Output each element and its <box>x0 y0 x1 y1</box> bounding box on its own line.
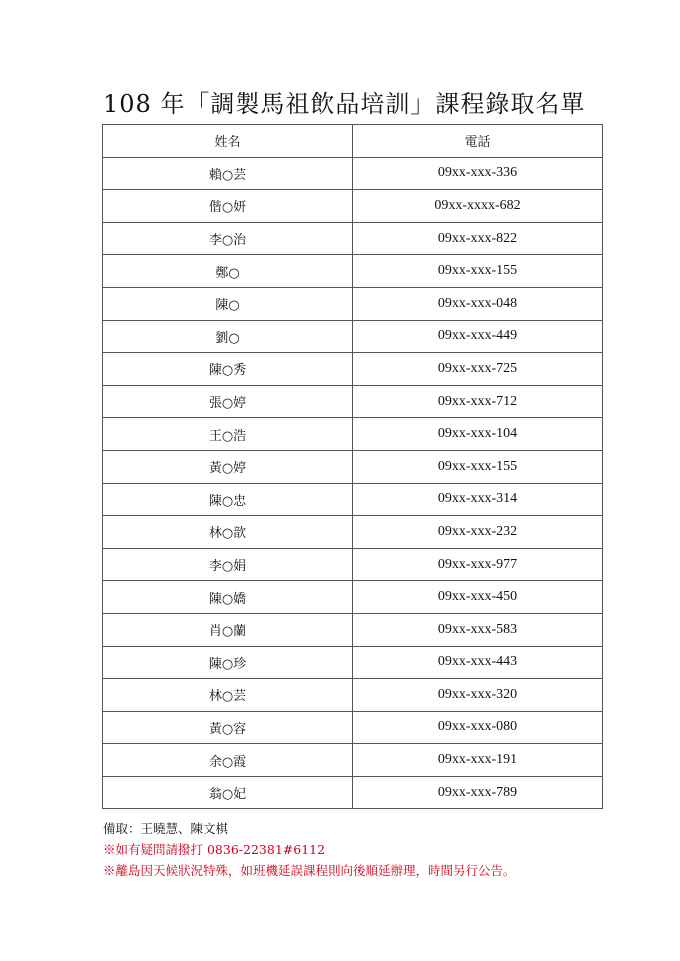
participant-phone: 09xx-xxx-314 <box>353 483 603 516</box>
table-row <box>103 287 603 320</box>
participant-phone: 09xx-xxx-191 <box>353 744 603 777</box>
table-row <box>103 679 603 712</box>
column-header-phone: 電話 <box>353 125 603 158</box>
participant-name: 陳○忠 <box>103 483 353 516</box>
table-row <box>103 450 603 483</box>
participant-name: 林○歆 <box>103 516 353 549</box>
column-header-name: 姓名 <box>103 125 353 158</box>
participant-phone: 09xx-xxx-822 <box>353 222 603 255</box>
table-row <box>103 548 603 581</box>
participant-phone: 09xx-xxx-336 <box>353 157 603 190</box>
participant-phone: 09xx-xxx-320 <box>353 679 603 712</box>
participant-phone: 09xx-xxx-443 <box>353 646 603 679</box>
participant-phone: 09xx-xxx-789 <box>353 776 603 809</box>
participant-phone: 09xx-xxx-155 <box>353 450 603 483</box>
participant-name: 翁○妃 <box>103 776 353 809</box>
table-row <box>103 581 603 614</box>
table-row <box>103 711 603 744</box>
alternates-note: 備取：王曉慧、陳文棋 <box>103 821 229 836</box>
table-row <box>103 744 603 777</box>
participant-name: 李○娟 <box>103 548 353 581</box>
table-row <box>103 190 603 223</box>
participant-name: 陳○珍 <box>103 646 353 679</box>
admission-list-table <box>102 124 603 809</box>
participant-name: 余○霞 <box>103 744 353 777</box>
table-body <box>103 157 603 809</box>
table-row <box>103 385 603 418</box>
participant-phone: 09xx-xxx-155 <box>353 255 603 288</box>
participant-phone: 09xx-xxx-977 <box>353 548 603 581</box>
participant-phone: 09xx-xxx-450 <box>353 581 603 614</box>
participant-name: 張○婷 <box>103 385 353 418</box>
table-header-row <box>103 125 603 158</box>
participant-phone: 09xx-xxx-080 <box>353 711 603 744</box>
table-row <box>103 353 603 386</box>
document-title: 108 年「調製馬祖飲品培訓」課程錄取名單 <box>103 90 586 118</box>
table-row <box>103 157 603 190</box>
participant-name: 黃○婷 <box>103 450 353 483</box>
participant-phone: 09xx-xxxx-682 <box>353 190 603 223</box>
participant-phone: 09xx-xxx-725 <box>353 353 603 386</box>
participant-name: 陳○ <box>103 287 353 320</box>
table-row <box>103 646 603 679</box>
participant-phone: 09xx-xxx-048 <box>353 287 603 320</box>
participant-name: 林○芸 <box>103 679 353 712</box>
participant-name: 王○浩 <box>103 418 353 451</box>
participant-name: 賴○芸 <box>103 157 353 190</box>
participant-name: 黃○容 <box>103 711 353 744</box>
weather-note: ※離島因天候狀況特殊，如班機延誤課程則向後順延辦理，時間另行公告。 <box>103 863 516 878</box>
table-row <box>103 222 603 255</box>
participant-phone: 09xx-xxx-449 <box>353 320 603 353</box>
table-row <box>103 255 603 288</box>
table-row <box>103 613 603 646</box>
participant-name: 陳○秀 <box>103 353 353 386</box>
table-row <box>103 516 603 549</box>
participant-name: 肖○蘭 <box>103 613 353 646</box>
participant-name: 李○治 <box>103 222 353 255</box>
participant-name: 偕○妍 <box>103 190 353 223</box>
participant-phone: 09xx-xxx-104 <box>353 418 603 451</box>
notes-section <box>103 818 663 881</box>
participant-name: 劉○ <box>103 320 353 353</box>
table-row <box>103 320 603 353</box>
table-row <box>103 483 603 516</box>
participant-name: 鄭○ <box>103 255 353 288</box>
participant-name: 陳○嬌 <box>103 581 353 614</box>
table-row <box>103 776 603 809</box>
table-row <box>103 418 603 451</box>
participant-phone: 09xx-xxx-712 <box>353 385 603 418</box>
contact-note: ※如有疑問請撥打 0836-22381#6112 <box>103 842 326 857</box>
participant-phone: 09xx-xxx-232 <box>353 516 603 549</box>
participant-phone: 09xx-xxx-583 <box>353 613 603 646</box>
